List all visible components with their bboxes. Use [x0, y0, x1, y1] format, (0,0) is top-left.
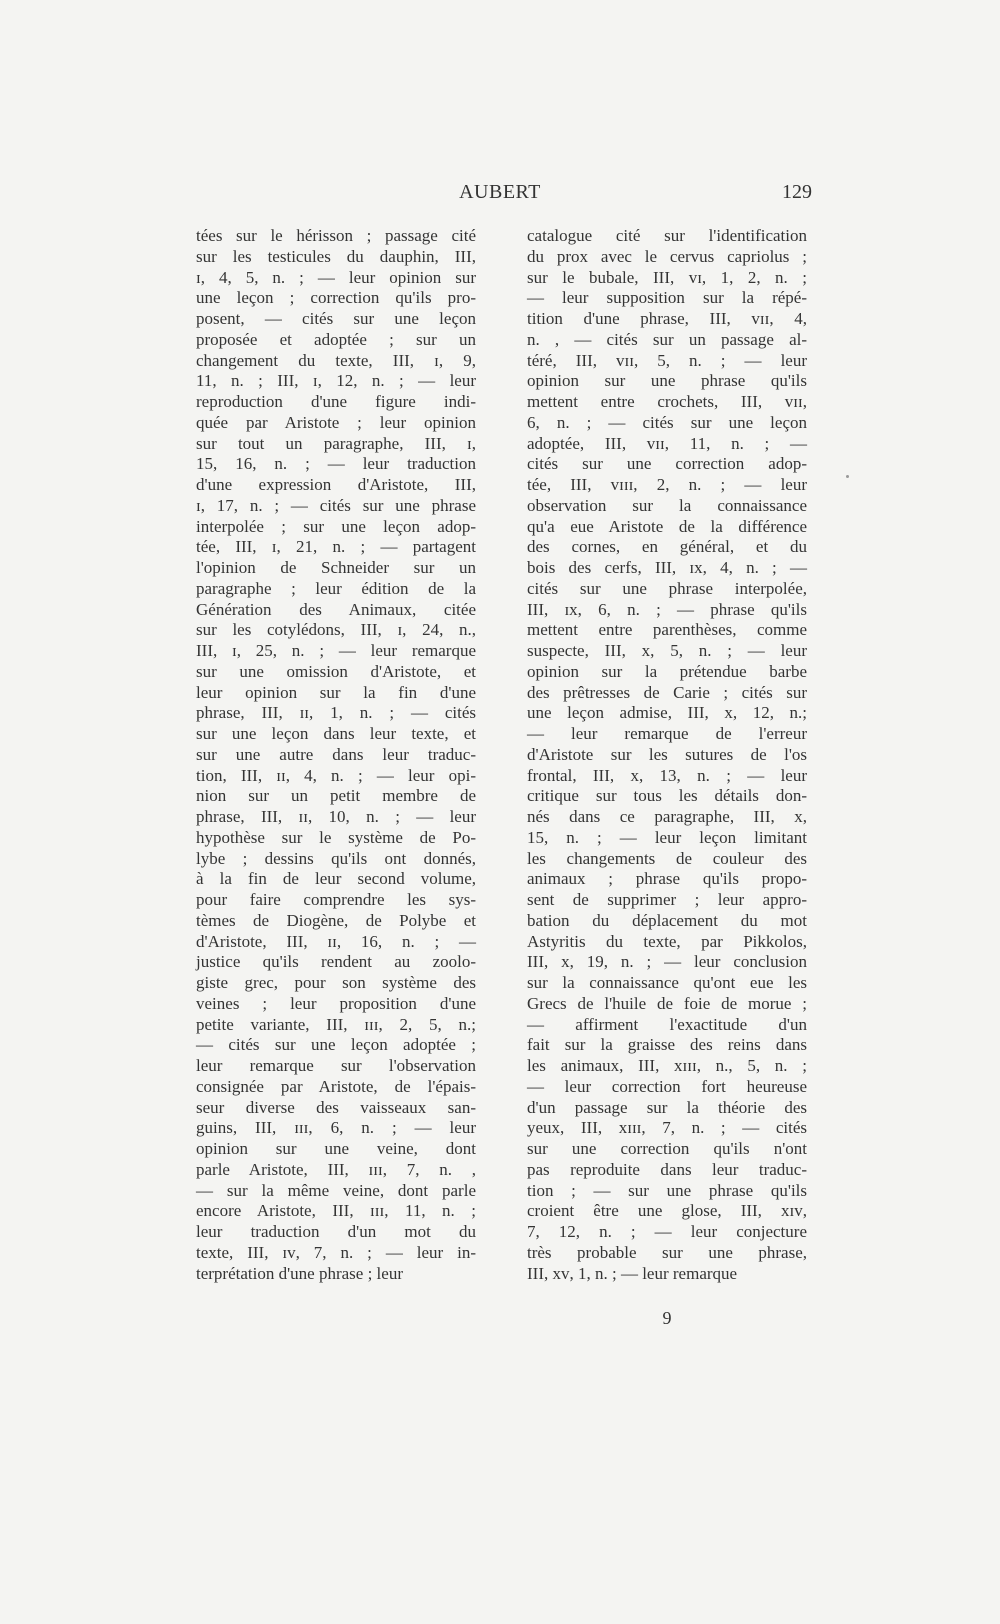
text-line: III, x, 19, n. ; — leur conclusion	[527, 952, 807, 972]
left-column	[196, 226, 476, 1284]
text-line: III, xᴠ, 1, n. ; — leur remarque	[527, 1263, 738, 1283]
text-line: tition d'une phrase, III, ᴠɪɪ, 4,	[527, 309, 807, 328]
text-line: d'Aristote, III, ɪɪ, 16, n. ; —	[196, 931, 476, 951]
text-line: phrase, III, ɪɪ, 1, n. ; — cités	[196, 703, 476, 723]
text-line: pas reproduite dans leur traduc-	[527, 1159, 807, 1179]
text-line: sur une omission d'Aristote, et	[196, 661, 476, 681]
text-line: opinion sur la prétendue barbe	[527, 661, 807, 681]
text-line: d'une expression d'Aristote, III,	[196, 475, 476, 494]
text-line: cités sur une phrase interpolée,	[527, 578, 807, 598]
text-line: proposée et adoptée ; sur un	[196, 329, 476, 349]
text-line: III, ɪ, 25, n. ; — leur remarque	[196, 641, 476, 660]
text-line: qu'a eue Aristote de la différence	[527, 516, 807, 536]
text-line: tées sur le hérisson ; passage cité	[196, 226, 476, 245]
text-line: sur les cotylédons, III, ɪ, 24, n.,	[196, 620, 476, 640]
text-line: catalogue cité sur l'identification	[527, 226, 807, 245]
text-line: texte, III, ɪᴠ, 7, n. ; — leur in-	[196, 1242, 476, 1262]
page-number: 129	[782, 181, 812, 203]
text-line: interpolée ; sur une leçon adop-	[196, 516, 476, 536]
text-line: sur une leçon dans leur texte, et	[196, 724, 476, 743]
text-line: sur une correction qu'ils n'ont	[527, 1139, 807, 1158]
right-column	[527, 226, 807, 1284]
text-line: adoptée, III, ᴠɪɪ, 11, n. ; —	[527, 433, 807, 453]
text-line: giste grec, pour son système des	[196, 973, 476, 992]
text-line: 15, n. ; — leur leçon limitant	[527, 827, 807, 847]
text-line: une leçon ; correction qu'ils pro-	[196, 288, 476, 308]
text-line: bois des cerfs, III, ɪx, 4, n. ; —	[527, 558, 807, 577]
text-line: tion ; — sur une phrase qu'ils	[527, 1180, 807, 1200]
text-line: Astyritis du texte, par Pikkolos,	[527, 931, 807, 951]
text-line: les animaux, III, xɪɪɪ, n., 5, n. ;	[527, 1056, 807, 1075]
signature-mark: 9	[662, 1308, 672, 1328]
text-line: nion sur un petit membre de	[196, 786, 476, 806]
text-line: une leçon admise, III, x, 12, n.;	[527, 703, 807, 723]
text-line: suspecte, III, x, 5, n. ; — leur	[527, 641, 807, 660]
text-line: observation sur la connaissance	[527, 495, 807, 515]
text-line: hypothèse sur le système de Po-	[196, 827, 476, 847]
text-line: n. , — cités sur un passage al-	[527, 329, 807, 349]
text-line: opinion sur une phrase qu'ils	[527, 371, 807, 391]
text-line: animaux ; phrase qu'ils propo-	[527, 869, 807, 889]
text-line: quée par Aristote ; leur opinion	[196, 412, 476, 432]
text-line: phrase, III, ɪɪ, 10, n. ; — leur	[196, 807, 476, 826]
text-line: 15, 16, n. ; — leur traduction	[196, 454, 476, 474]
text-line: 6, n. ; — cités sur une leçon	[527, 412, 807, 432]
text-line: ɪ, 17, n. ; — cités sur une phrase	[196, 495, 476, 515]
text-line: — sur la même veine, dont parle	[196, 1180, 476, 1200]
text-line: yeux, III, xɪɪɪ, 7, n. ; — cités	[527, 1118, 807, 1138]
text-line: à la fin de leur second volume,	[196, 869, 476, 889]
text-line: sur les testicules du dauphin, III,	[196, 246, 476, 266]
text-line: encore Aristote, III, ɪɪɪ, 11, n. ;	[196, 1201, 476, 1221]
text-line: d'un passage sur la théorie des	[527, 1097, 807, 1117]
text-line: sur tout un paragraphe, III, ɪ,	[196, 433, 476, 453]
text-line: petite variante, III, ɪɪɪ, 2, 5, n.;	[196, 1014, 476, 1034]
text-line: d'Aristote sur les sutures de l'os	[527, 744, 807, 764]
text-line: croient être une glose, III, xɪᴠ,	[527, 1201, 807, 1221]
text-line: changement du texte, III, ɪ, 9,	[196, 350, 476, 370]
text-line: sur la connaissance qu'ont eue les	[527, 973, 807, 992]
text-line: fait sur la graisse des reins dans	[527, 1035, 807, 1055]
text-line: cités sur une correction adop-	[527, 454, 807, 474]
text-line: reproduction d'une figure indi-	[196, 392, 476, 411]
text-line: des cornes, en général, et du	[527, 537, 807, 557]
text-line: — cités sur une leçon adoptée ;	[196, 1035, 476, 1055]
text-line: — leur correction fort heureuse	[527, 1076, 807, 1096]
text-line: sent de supprimer ; leur appro-	[527, 890, 807, 909]
text-line: tion, III, ɪɪ, 4, n. ; — leur opi-	[196, 765, 476, 785]
text-line: des prêtresses de Carie ; cités sur	[527, 682, 807, 702]
text-line: frontal, III, x, 13, n. ; — leur	[527, 765, 807, 785]
text-line: lybe ; dessins qu'ils ont donnés,	[196, 848, 476, 868]
text-line: III, ɪx, 6, n. ; — phrase qu'ils	[527, 599, 807, 619]
text-line: pour faire comprendre les sys-	[196, 890, 476, 909]
text-line: leur opinion sur la fin d'une	[196, 682, 476, 702]
text-line: 11, n. ; III, ɪ, 12, n. ; — leur	[196, 371, 476, 391]
text-line: tée, III, ɪ, 21, n. ; — partagent	[196, 537, 476, 557]
text-line: 7, 12, n. ; — leur conjecture	[527, 1222, 807, 1241]
text-line: consignée par Aristote, de l'épais-	[196, 1076, 476, 1096]
text-line: du prox avec le cervus capriolus ;	[527, 246, 807, 266]
text-line: paragraphe ; leur édition de la	[196, 578, 476, 598]
text-line: justice qu'ils rendent au zoolo-	[196, 952, 476, 972]
text-line: sur le bubale, III, ᴠɪ, 1, 2, n. ;	[527, 267, 807, 287]
text-line: téré, III, ᴠɪɪ, 5, n. ; — leur	[527, 350, 807, 370]
text-line: — leur supposition sur la répé-	[527, 288, 807, 308]
text-line: critique sur tous les détails don-	[527, 786, 807, 806]
text-line: très probable sur une phrase,	[527, 1242, 807, 1262]
text-line: les changements de couleur des	[527, 848, 807, 868]
text-line: tèmes de Diogène, de Polybe et	[196, 910, 476, 930]
text-line: posent, — cités sur une leçon	[196, 309, 476, 328]
text-line: tée, III, ᴠɪɪɪ, 2, n. ; — leur	[527, 475, 807, 494]
text-line: sur une autre dans leur traduc-	[196, 744, 476, 764]
text-line: ɪ, 4, 5, n. ; — leur opinion sur	[196, 267, 476, 287]
running-title: AUBERT	[459, 181, 541, 203]
text-line: mettent entre parenthèses, comme	[527, 620, 807, 640]
text-line: seur diverse des vaisseaux san-	[196, 1097, 476, 1117]
text-line: bation du déplacement du mot	[527, 910, 807, 930]
text-line: terprétation d'une phrase ; leur	[196, 1263, 403, 1283]
text-line: — leur remarque de l'erreur	[527, 724, 807, 743]
text-line: opinion sur une veine, dont	[196, 1139, 476, 1158]
text-line: veines ; leur proposition d'une	[196, 993, 476, 1013]
text-line: guins, III, ɪɪɪ, 6, n. ; — leur	[196, 1118, 476, 1138]
text-line: parle Aristote, III, ɪɪɪ, 7, n. ,	[196, 1159, 476, 1179]
text-line: — affirment l'exactitude d'un	[527, 1014, 807, 1034]
paper-speck	[846, 475, 849, 478]
text-line: Génération des Animaux, citée	[196, 599, 476, 619]
text-line: leur traduction d'un mot du	[196, 1222, 476, 1241]
text-line: mettent entre crochets, III, ᴠɪɪ,	[527, 392, 807, 411]
text-line: nés dans ce paragraphe, III, x,	[527, 807, 807, 826]
text-line: Grecs de l'huile de foie de morue ;	[527, 993, 807, 1013]
text-line: leur remarque sur l'observation	[196, 1056, 476, 1075]
text-line: l'opinion de Schneider sur un	[196, 558, 476, 577]
